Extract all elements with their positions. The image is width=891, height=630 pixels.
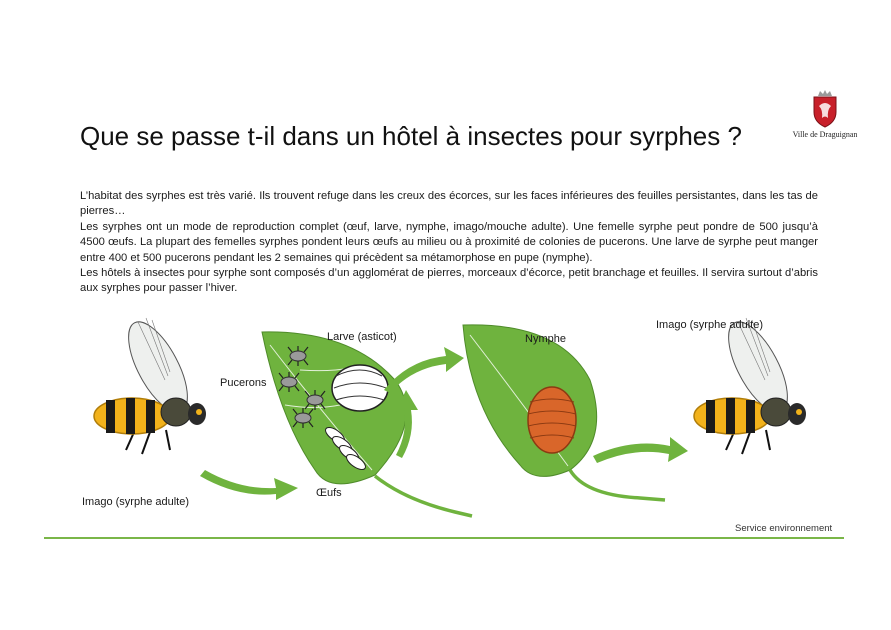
nymph <box>528 387 576 453</box>
arrow-larva-to-nymph <box>384 347 464 393</box>
paragraph-habitat: L’habitat des syrphes est très varié. Ils trouvent refuge dans les creux des écorces, sur les faces inférieures des feuilles persistantes, dans les tas de pierres… <box>80 190 818 218</box>
label-imago-left: Imago (syrphe adulte) <box>82 496 189 508</box>
larva <box>332 365 388 411</box>
label-oeufs: Œufs <box>316 487 342 499</box>
footer-service: Service environnement <box>735 523 833 534</box>
paragraph-hotel: Les hôtels à insectes pour syrphe sont composés d’un agglomérat de pierres, morceaux d’écorce, petit branchage et feuilles. Il servira surtout d’abris aux syrphes pour passer l’hiver. <box>80 267 818 295</box>
label-pucerons: Pucerons <box>220 377 267 389</box>
page-title: Que se passe t-il dans un hôtel à insectes pour syrphes ? <box>80 121 742 151</box>
leaf-nymph <box>463 325 597 477</box>
life-cycle-diagram <box>0 310 891 535</box>
adult-hoverfly-left <box>94 313 206 454</box>
arrow-imago-to-eggs <box>200 470 298 500</box>
footer-divider <box>44 537 844 539</box>
city-logo <box>792 88 858 148</box>
label-imago-right: Imago (syrphe adulte) <box>656 319 763 331</box>
label-nymphe: Nymphe <box>525 333 566 345</box>
intro-text <box>80 189 818 297</box>
leaf-larva <box>262 332 406 484</box>
paragraph-reproduction: Les syrphes ont un mode de reproduction complet (œuf, larve, nymphe, imago/mouche adulte). Une femelle syrphe peut pondre de 500 jusqu’à 4500 œufs. La plupart des femelles syrphes pondent leurs œufs au milieu ou à proximité de colonies de pucerons. Une larve de syrphe peut manger entre 400 et 500 pucerons pendant les 2 semaines qui précèdent sa métamorphose en pupe (nymphe). <box>80 220 818 264</box>
coat-of-arms-icon <box>810 88 840 128</box>
arrow-nymph-to-imago <box>593 437 688 463</box>
logo-caption: Ville de Draguignan <box>792 130 858 139</box>
adult-hoverfly-right <box>694 313 806 454</box>
label-larve: Larve (asticot) <box>327 331 397 343</box>
